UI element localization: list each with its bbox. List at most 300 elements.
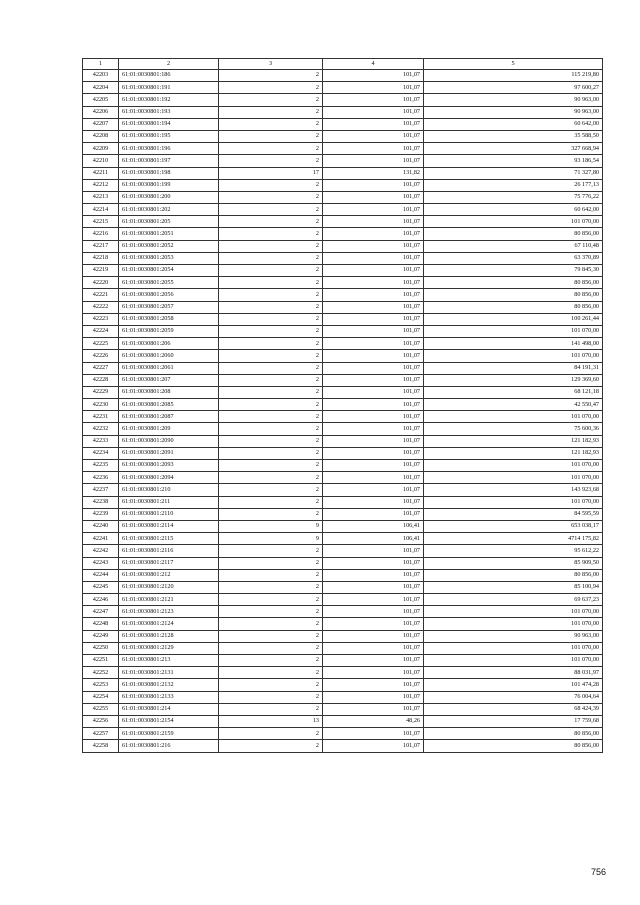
- rate-cell: 101,07: [323, 191, 424, 203]
- row-index-cell: 42211: [83, 167, 119, 179]
- table-row: [83, 496, 603, 508]
- row-index-cell: 42237: [83, 484, 119, 496]
- value-cell: 68 424,39: [424, 703, 603, 715]
- rate-cell: 101,07: [323, 630, 424, 642]
- row-index-cell: 42228: [83, 374, 119, 386]
- table-row: [83, 204, 603, 216]
- cadastral-number-cell: 61:01:0030801:198: [119, 167, 219, 179]
- table-row: [83, 350, 603, 362]
- cadastral-number-cell: 61:01:0030801:2116: [119, 545, 219, 557]
- table-row: [83, 252, 603, 264]
- rate-cell: 101,07: [323, 70, 424, 82]
- quantity-cell: 2: [219, 557, 323, 569]
- quantity-cell: 2: [219, 423, 323, 435]
- row-index-cell: 42245: [83, 581, 119, 593]
- table-row: [83, 155, 603, 167]
- header-cell-1: 1: [83, 59, 119, 70]
- cadastral-number-cell: 61:01:0030801:2094: [119, 472, 219, 484]
- rate-cell: 48,26: [323, 715, 424, 727]
- value-cell: 85 100,94: [424, 581, 603, 593]
- rate-cell: 101,07: [323, 216, 424, 228]
- quantity-cell: 9: [219, 520, 323, 532]
- rate-cell: 101,07: [323, 130, 424, 142]
- cadastral-number-cell: 61:01:0030801:209: [119, 423, 219, 435]
- quantity-cell: 2: [219, 289, 323, 301]
- quantity-cell: 2: [219, 70, 323, 82]
- rate-cell: 101,07: [323, 655, 424, 667]
- header-cell-5: 5: [424, 59, 603, 70]
- table-row: [83, 399, 603, 411]
- value-cell: 71 327,80: [424, 167, 603, 179]
- table-row: [83, 82, 603, 94]
- value-cell: 80 856,00: [424, 301, 603, 313]
- value-cell: 60 642,00: [424, 118, 603, 130]
- table-row: [83, 728, 603, 740]
- table-row: [83, 606, 603, 618]
- rate-cell: 101,07: [323, 460, 424, 472]
- value-cell: 129 369,60: [424, 374, 603, 386]
- value-cell: 80 856,00: [424, 740, 603, 752]
- quantity-cell: 2: [219, 130, 323, 142]
- row-index-cell: 42219: [83, 265, 119, 277]
- quantity-cell: 9: [219, 533, 323, 545]
- rate-cell: 101,07: [323, 155, 424, 167]
- quantity-cell: 2: [219, 204, 323, 216]
- table-header-row: [83, 59, 603, 70]
- row-index-cell: 42243: [83, 557, 119, 569]
- table-row: [83, 70, 603, 82]
- table-row: [83, 703, 603, 715]
- value-cell: 67 110,48: [424, 240, 603, 252]
- value-cell: 80 856,00: [424, 569, 603, 581]
- table-row: [83, 655, 603, 667]
- rate-cell: 101,07: [323, 423, 424, 435]
- table-row: [83, 581, 603, 593]
- cadastral-number-cell: 61:01:0030801:2121: [119, 594, 219, 606]
- value-cell: 76 004,64: [424, 691, 603, 703]
- value-cell: 75 600,36: [424, 423, 603, 435]
- cadastral-number-cell: 61:01:0030801:2132: [119, 679, 219, 691]
- cadastral-number-cell: 61:01:0030801:2087: [119, 411, 219, 423]
- quantity-cell: 2: [219, 82, 323, 94]
- rate-cell: 101,07: [323, 82, 424, 94]
- rate-cell: 101,07: [323, 606, 424, 618]
- row-index-cell: 42242: [83, 545, 119, 557]
- cadastral-number-cell: 61:01:0030801:2053: [119, 252, 219, 264]
- cadastral-number-cell: 61:01:0030801:2090: [119, 435, 219, 447]
- row-index-cell: 42227: [83, 362, 119, 374]
- rate-cell: 101,07: [323, 106, 424, 118]
- value-cell: 90 963,00: [424, 94, 603, 106]
- rate-cell: 101,07: [323, 740, 424, 752]
- table-row: [83, 362, 603, 374]
- cadastral-number-cell: 61:01:0030801:2060: [119, 350, 219, 362]
- cadastral-number-cell: 61:01:0030801:2128: [119, 630, 219, 642]
- table-row: [83, 374, 603, 386]
- quantity-cell: 2: [219, 228, 323, 240]
- rate-cell: 101,07: [323, 350, 424, 362]
- quantity-cell: 2: [219, 94, 323, 106]
- value-cell: 63 370,89: [424, 252, 603, 264]
- quantity-cell: 2: [219, 655, 323, 667]
- value-cell: 101 070,00: [424, 496, 603, 508]
- row-index-cell: 42255: [83, 703, 119, 715]
- table-row: [83, 667, 603, 679]
- table-row: [83, 191, 603, 203]
- header-cell-4: 4: [323, 59, 424, 70]
- cadastral-number-cell: 61:01:0030801:2133: [119, 691, 219, 703]
- row-index-cell: 42232: [83, 423, 119, 435]
- value-cell: 95 612,22: [424, 545, 603, 557]
- quantity-cell: 2: [219, 703, 323, 715]
- table-row: [83, 691, 603, 703]
- table-row: [83, 240, 603, 252]
- row-index-cell: 42216: [83, 228, 119, 240]
- table-row: [83, 301, 603, 313]
- value-cell: 84 595,59: [424, 508, 603, 520]
- cadastral-number-cell: 61:01:0030801:2055: [119, 277, 219, 289]
- row-index-cell: 42257: [83, 728, 119, 740]
- value-cell: 101 070,00: [424, 350, 603, 362]
- value-cell: 101 070,00: [424, 618, 603, 630]
- row-index-cell: 42205: [83, 94, 119, 106]
- quantity-cell: 2: [219, 374, 323, 386]
- value-cell: 80 856,00: [424, 228, 603, 240]
- value-cell: 85 909,50: [424, 557, 603, 569]
- cadastral-number-cell: 61:01:0030801:205: [119, 216, 219, 228]
- cadastral-number-cell: 61:01:0030801:2159: [119, 728, 219, 740]
- quantity-cell: 2: [219, 313, 323, 325]
- table-row: [83, 545, 603, 557]
- table-row: [83, 533, 603, 545]
- row-index-cell: 42240: [83, 520, 119, 532]
- rate-cell: 101,07: [323, 703, 424, 715]
- value-cell: 115 219,80: [424, 70, 603, 82]
- row-index-cell: 42239: [83, 508, 119, 520]
- value-cell: 141 498,00: [424, 338, 603, 350]
- row-index-cell: 42238: [83, 496, 119, 508]
- row-index-cell: 42209: [83, 143, 119, 155]
- row-index-cell: 42222: [83, 301, 119, 313]
- table-row: [83, 557, 603, 569]
- row-index-cell: 42208: [83, 130, 119, 142]
- quantity-cell: 2: [219, 252, 323, 264]
- row-index-cell: 42250: [83, 642, 119, 654]
- rate-cell: 101,07: [323, 435, 424, 447]
- rate-cell: 101,07: [323, 325, 424, 337]
- cadastral-number-cell: 61:01:0030801:213: [119, 655, 219, 667]
- row-index-cell: 42233: [83, 435, 119, 447]
- rate-cell: 101,07: [323, 411, 424, 423]
- cadastral-number-cell: 61:01:0030801:2129: [119, 642, 219, 654]
- cadastral-number-cell: 61:01:0030801:211: [119, 496, 219, 508]
- row-index-cell: 42218: [83, 252, 119, 264]
- table-row: [83, 520, 603, 532]
- rate-cell: 101,07: [323, 642, 424, 654]
- row-index-cell: 42241: [83, 533, 119, 545]
- table-row: [83, 228, 603, 240]
- row-index-cell: 42220: [83, 277, 119, 289]
- row-index-cell: 42235: [83, 460, 119, 472]
- cadastral-number-cell: 61:01:0030801:196: [119, 143, 219, 155]
- rate-cell: 101,07: [323, 228, 424, 240]
- value-cell: 101 070,00: [424, 325, 603, 337]
- cadastral-number-cell: 61:01:0030801:2115: [119, 533, 219, 545]
- quantity-cell: 2: [219, 545, 323, 557]
- cadastral-number-cell: 61:01:0030801:207: [119, 374, 219, 386]
- quantity-cell: 2: [219, 399, 323, 411]
- rate-cell: 101,07: [323, 374, 424, 386]
- cadastral-number-cell: 61:01:0030801:2124: [119, 618, 219, 630]
- quantity-cell: 2: [219, 581, 323, 593]
- table-row: [83, 460, 603, 472]
- table-row: [83, 679, 603, 691]
- table-row: [83, 484, 603, 496]
- page-number: 756: [590, 867, 606, 877]
- row-index-cell: 42253: [83, 679, 119, 691]
- row-index-cell: 42212: [83, 179, 119, 191]
- rate-cell: 101,07: [323, 204, 424, 216]
- rate-cell: 101,07: [323, 557, 424, 569]
- quantity-cell: 2: [219, 691, 323, 703]
- value-cell: 101 070,00: [424, 472, 603, 484]
- row-index-cell: 42221: [83, 289, 119, 301]
- quantity-cell: 2: [219, 155, 323, 167]
- table-row: [83, 447, 603, 459]
- value-cell: 101 474,28: [424, 679, 603, 691]
- row-index-cell: 42204: [83, 82, 119, 94]
- row-index-cell: 42244: [83, 569, 119, 581]
- row-index-cell: 42213: [83, 191, 119, 203]
- quantity-cell: 2: [219, 325, 323, 337]
- value-cell: 80 856,00: [424, 277, 603, 289]
- value-cell: 42 550,47: [424, 399, 603, 411]
- value-cell: 101 070,00: [424, 411, 603, 423]
- rate-cell: 101,07: [323, 545, 424, 557]
- value-cell: 101 070,00: [424, 655, 603, 667]
- value-cell: 80 856,00: [424, 289, 603, 301]
- value-cell: 26 177,13: [424, 179, 603, 191]
- cadastral-number-cell: 61:01:0030801:186: [119, 70, 219, 82]
- cadastral-number-cell: 61:01:0030801:192: [119, 94, 219, 106]
- cadastral-number-cell: 61:01:0030801:202: [119, 204, 219, 216]
- cadastral-number-cell: 61:01:0030801:2058: [119, 313, 219, 325]
- value-cell: 68 121,18: [424, 386, 603, 398]
- rate-cell: 101,07: [323, 301, 424, 313]
- row-index-cell: 42203: [83, 70, 119, 82]
- row-index-cell: 42215: [83, 216, 119, 228]
- value-cell: 90 963,00: [424, 106, 603, 118]
- table-row: [83, 386, 603, 398]
- row-index-cell: 42229: [83, 386, 119, 398]
- row-index-cell: 42225: [83, 338, 119, 350]
- value-cell: 84 191,31: [424, 362, 603, 374]
- quantity-cell: 2: [219, 740, 323, 752]
- rate-cell: 101,07: [323, 289, 424, 301]
- table-row: [83, 216, 603, 228]
- row-index-cell: 42258: [83, 740, 119, 752]
- value-cell: 327 668,94: [424, 143, 603, 155]
- data-table: [82, 58, 603, 753]
- value-cell: 35 588,50: [424, 130, 603, 142]
- rate-cell: 106,41: [323, 533, 424, 545]
- cadastral-number-cell: 61:01:0030801:2154: [119, 715, 219, 727]
- row-index-cell: 42247: [83, 606, 119, 618]
- rate-cell: 101,07: [323, 179, 424, 191]
- value-cell: 121 182,93: [424, 435, 603, 447]
- row-index-cell: 42223: [83, 313, 119, 325]
- table-row: [83, 642, 603, 654]
- row-index-cell: 42234: [83, 447, 119, 459]
- quantity-cell: 2: [219, 508, 323, 520]
- quantity-cell: 2: [219, 472, 323, 484]
- cadastral-number-cell: 61:01:0030801:2056: [119, 289, 219, 301]
- header-cell-3: 3: [219, 59, 323, 70]
- value-cell: 80 856,00: [424, 728, 603, 740]
- value-cell: 101 070,00: [424, 460, 603, 472]
- quantity-cell: 2: [219, 277, 323, 289]
- cadastral-number-cell: 61:01:0030801:2051: [119, 228, 219, 240]
- cadastral-number-cell: 61:01:0030801:2120: [119, 581, 219, 593]
- quantity-cell: 2: [219, 216, 323, 228]
- quantity-cell: 2: [219, 630, 323, 642]
- cadastral-number-cell: 61:01:0030801:2117: [119, 557, 219, 569]
- row-index-cell: 42207: [83, 118, 119, 130]
- value-cell: 90 963,00: [424, 630, 603, 642]
- cadastral-number-cell: 61:01:0030801:216: [119, 740, 219, 752]
- rate-cell: 101,07: [323, 508, 424, 520]
- rate-cell: 106,41: [323, 520, 424, 532]
- quantity-cell: 2: [219, 179, 323, 191]
- cadastral-number-cell: 61:01:0030801:200: [119, 191, 219, 203]
- cadastral-number-cell: 61:01:0030801:2061: [119, 362, 219, 374]
- cadastral-number-cell: 61:01:0030801:208: [119, 386, 219, 398]
- quantity-cell: 2: [219, 240, 323, 252]
- value-cell: 69 637,23: [424, 594, 603, 606]
- rate-cell: 101,07: [323, 472, 424, 484]
- value-cell: 17 759,68: [424, 715, 603, 727]
- rate-cell: 101,07: [323, 118, 424, 130]
- rate-cell: 101,07: [323, 399, 424, 411]
- value-cell: 100 261,44: [424, 313, 603, 325]
- table-row: [83, 325, 603, 337]
- value-cell: 93 186,54: [424, 155, 603, 167]
- value-cell: 79 845,30: [424, 265, 603, 277]
- rate-cell: 101,07: [323, 484, 424, 496]
- quantity-cell: 2: [219, 265, 323, 277]
- cadastral-number-cell: 61:01:0030801:214: [119, 703, 219, 715]
- cadastral-number-cell: 61:01:0030801:2091: [119, 447, 219, 459]
- header-cell-2: 2: [119, 59, 219, 70]
- value-cell: 4714 175,82: [424, 533, 603, 545]
- cadastral-number-cell: 61:01:0030801:191: [119, 82, 219, 94]
- rate-cell: 101,07: [323, 594, 424, 606]
- rate-cell: 101,07: [323, 447, 424, 459]
- cadastral-number-cell: 61:01:0030801:2114: [119, 520, 219, 532]
- table-row: [83, 618, 603, 630]
- row-index-cell: 42230: [83, 399, 119, 411]
- value-cell: 60 642,00: [424, 204, 603, 216]
- quantity-cell: 2: [219, 301, 323, 313]
- value-cell: 143 923,68: [424, 484, 603, 496]
- quantity-cell: 2: [219, 460, 323, 472]
- cadastral-number-cell: 61:01:0030801:197: [119, 155, 219, 167]
- cadastral-number-cell: 61:01:0030801:2052: [119, 240, 219, 252]
- rate-cell: 101,07: [323, 143, 424, 155]
- row-index-cell: 42224: [83, 325, 119, 337]
- value-cell: 75 776,22: [424, 191, 603, 203]
- rate-cell: 101,07: [323, 386, 424, 398]
- table-row: [83, 118, 603, 130]
- rate-cell: 101,07: [323, 728, 424, 740]
- quantity-cell: 2: [219, 143, 323, 155]
- quantity-cell: 2: [219, 679, 323, 691]
- value-cell: 88 031,97: [424, 667, 603, 679]
- cadastral-number-cell: 61:01:0030801:2093: [119, 460, 219, 472]
- quantity-cell: 2: [219, 338, 323, 350]
- table-row: [83, 740, 603, 752]
- table-body: [83, 59, 603, 753]
- quantity-cell: 2: [219, 728, 323, 740]
- value-cell: 97 600,27: [424, 82, 603, 94]
- quantity-cell: 2: [219, 350, 323, 362]
- row-index-cell: 42252: [83, 667, 119, 679]
- rate-cell: 101,07: [323, 569, 424, 581]
- table-row: [83, 594, 603, 606]
- rate-cell: 101,07: [323, 338, 424, 350]
- row-index-cell: 42210: [83, 155, 119, 167]
- quantity-cell: 2: [219, 618, 323, 630]
- cadastral-number-cell: 61:01:0030801:2123: [119, 606, 219, 618]
- cadastral-number-cell: 61:01:0030801:2054: [119, 265, 219, 277]
- table-row: [83, 435, 603, 447]
- cadastral-number-cell: 61:01:0030801:193: [119, 106, 219, 118]
- quantity-cell: 2: [219, 435, 323, 447]
- rate-cell: 131,82: [323, 167, 424, 179]
- table-row: [83, 508, 603, 520]
- rate-cell: 101,07: [323, 313, 424, 325]
- table-row: [83, 179, 603, 191]
- rate-cell: 101,07: [323, 581, 424, 593]
- cadastral-number-cell: 61:01:0030801:2057: [119, 301, 219, 313]
- value-cell: 101 070,00: [424, 216, 603, 228]
- quantity-cell: 2: [219, 362, 323, 374]
- cadastral-number-cell: 61:01:0030801:194: [119, 118, 219, 130]
- row-index-cell: 42251: [83, 655, 119, 667]
- rate-cell: 101,07: [323, 618, 424, 630]
- table-row: [83, 569, 603, 581]
- row-index-cell: 42217: [83, 240, 119, 252]
- quantity-cell: 2: [219, 642, 323, 654]
- cadastral-number-cell: 61:01:0030801:2059: [119, 325, 219, 337]
- quantity-cell: 2: [219, 106, 323, 118]
- table-row: [83, 313, 603, 325]
- cadastral-number-cell: 61:01:0030801:2131: [119, 667, 219, 679]
- quantity-cell: 2: [219, 606, 323, 618]
- quantity-cell: 13: [219, 715, 323, 727]
- table-row: [83, 289, 603, 301]
- row-index-cell: 42236: [83, 472, 119, 484]
- table-row: [83, 630, 603, 642]
- quantity-cell: 17: [219, 167, 323, 179]
- cadastral-number-cell: 61:01:0030801:2110: [119, 508, 219, 520]
- cadastral-number-cell: 61:01:0030801:2085: [119, 399, 219, 411]
- row-index-cell: 42231: [83, 411, 119, 423]
- table-row: [83, 143, 603, 155]
- row-index-cell: 42226: [83, 350, 119, 362]
- table-row: [83, 265, 603, 277]
- table-row: [83, 94, 603, 106]
